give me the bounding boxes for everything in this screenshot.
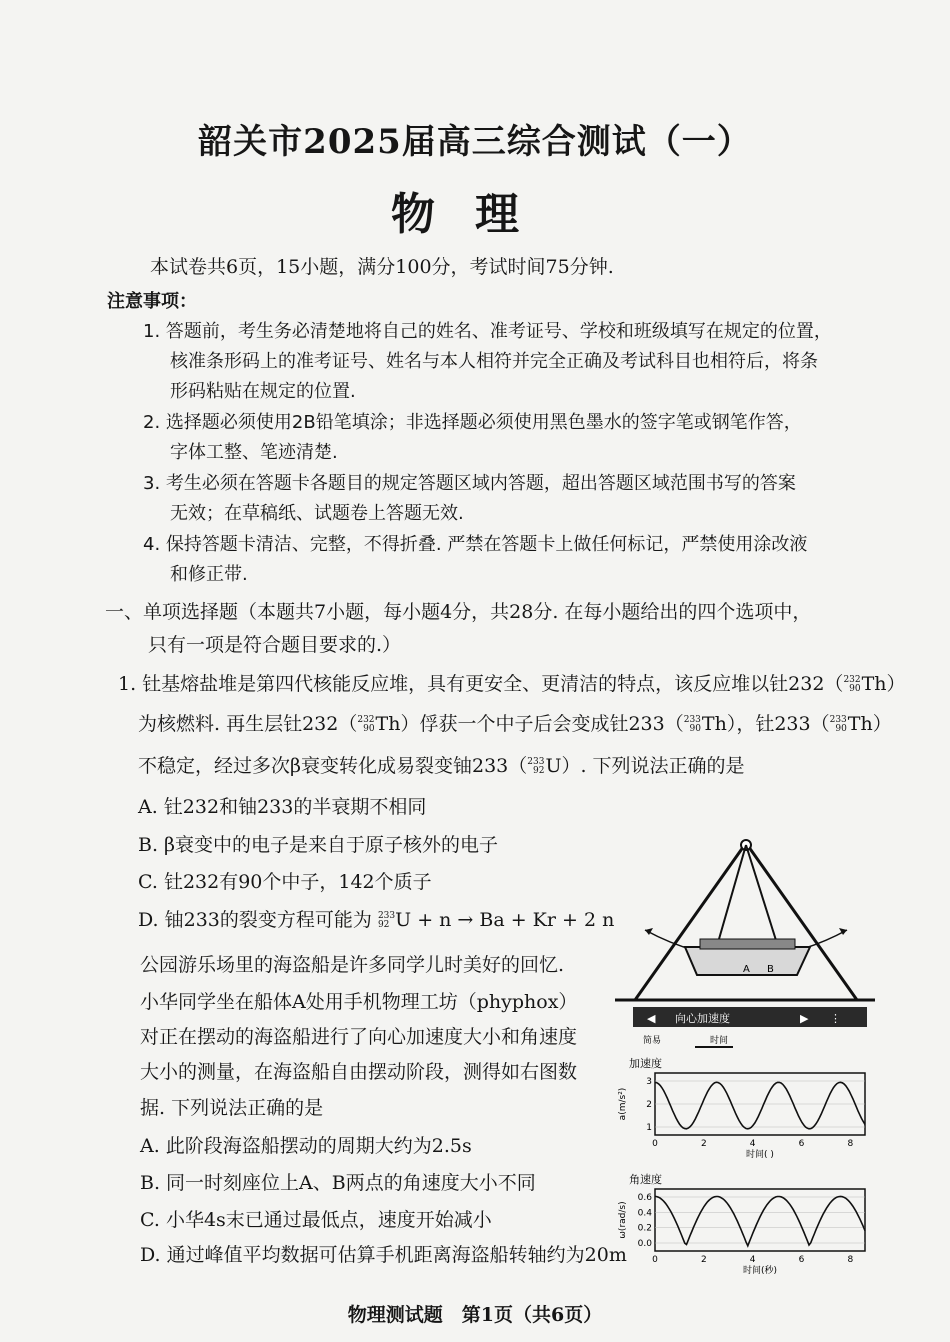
notice-line: 4. 保持答题卡清洁、完整，不得折叠. 严禁在答题卡上做任何标记，严禁使用涂改液 — [143, 534, 808, 555]
notice-line: 无效；在草稿纸、试题卷上答题无效. — [170, 503, 464, 524]
notice-line: 1. 答题前，考生务必清楚地将自己的姓名、准考证号、学校和班级填写在规定的位置， — [143, 321, 832, 342]
app-bar-title: 向心加速度 — [675, 1012, 730, 1025]
chart-frame — [655, 1189, 865, 1251]
x-axis-label: 时间( ) — [746, 1150, 774, 1160]
exam-title: 韶关市2025届高三综合测试（一） — [198, 122, 752, 162]
y-tick-label: 1 — [646, 1123, 652, 1133]
y-tick-label: 0.0 — [637, 1239, 652, 1249]
x-tick-label: 6 — [798, 1255, 805, 1265]
omega-chart-title: 角速度 — [629, 1173, 662, 1186]
q2-option-b: B. 同一时刻座位上A、B两点的角速度大小不同 — [140, 1172, 536, 1194]
x-tick-label: 0 — [652, 1255, 658, 1265]
frame-left-leg — [635, 843, 746, 1000]
x-tick-label: 4 — [749, 1255, 756, 1265]
section1-heading: 一、单项选择题（本题共7小题，每小题4分，共28分. 在每小题给出的四个选项中， — [105, 601, 812, 623]
y-axis-label: a(m/s²) — [618, 1087, 628, 1121]
seat-label-b: B — [767, 964, 774, 975]
ship-arm-right — [746, 845, 780, 953]
notice-line: 2. 选择题必须使用2B铅笔填涂；非选择题必须使用黑色墨水的签字笔或钢笔作答， — [143, 412, 802, 433]
y-tick-label: 3 — [646, 1077, 652, 1087]
subject-title: 物理 — [391, 189, 559, 240]
y-tick-label: 0.6 — [637, 1193, 652, 1203]
notice-line: 字体工整、笔迹清楚. — [170, 442, 338, 463]
y-axis-label: ω(rad/s) — [618, 1201, 628, 1239]
notice-line: 形码粘贴在规定的位置. — [170, 381, 356, 402]
x-tick-label: 8 — [847, 1139, 854, 1149]
notice-line: 和修正带. — [170, 564, 248, 585]
q2-stem-line: 大小的测量，在海盗船自由摆动阶段，测得如右图数 — [140, 1061, 578, 1083]
q1-stem-line3: 不稳定，经过多次β衰变转化成易裂变铀233（ 233 92 U）. 下列说法正确的是 — [138, 755, 745, 777]
data-curve — [655, 1082, 865, 1129]
app-back-icon: ◀ — [647, 1012, 656, 1025]
q1-option-b: B. β衰变中的电子是来自于原子核外的电子 — [138, 834, 499, 856]
seat-label-a: A — [743, 964, 750, 975]
x-tick-label: 6 — [798, 1139, 805, 1149]
menu-icon: ⋮ — [830, 1012, 841, 1025]
q2-stem-line: 小华同学坐在船体A处用手机物理工坊（phyphox） — [140, 991, 578, 1013]
q1-option-c: C. 钍232有90个中子，142个质子 — [138, 871, 432, 893]
x-axis-label: 时间(秒) — [742, 1266, 778, 1276]
x-tick-label: 2 — [700, 1255, 707, 1265]
section1-heading-cont: 只有一项是符合题目要求的.） — [148, 634, 402, 656]
ship-arm-left — [715, 845, 746, 953]
q2-option-d: D. 通过峰值平均数据可估算手机距离海盗船转轴约为20m — [140, 1244, 627, 1266]
data-curve — [655, 1196, 865, 1245]
q1-stem-line1: 1. 钍基熔盐堆是第四代核能反应堆，具有更安全、更清洁的特点，该反应堆以钍232（ 232 90 Th） — [118, 673, 906, 695]
q1-stem-line2: 为核燃料. 再生层钍232（ 232 90 Th）俘获一个中子后会变成钍233（ 233 90 Th），钍233（ 233 90 Th） — [138, 713, 892, 735]
q2-stem-line: 公园游乐场里的海盗船是许多同学儿时美好的回忆. — [140, 954, 565, 976]
x-tick-label: 2 — [700, 1139, 707, 1149]
q2-option-c: C. 小华4s末已通过最低点，速度开始减小 — [140, 1209, 492, 1231]
ship-seats — [700, 939, 795, 949]
q2-option-a: A. 此阶段海盗船摆动的周期大约为2.5s — [140, 1135, 472, 1157]
x-tick-label: 0 — [652, 1139, 658, 1149]
x-tick-label: 8 — [847, 1255, 854, 1265]
y-tick-label: 0.4 — [637, 1208, 652, 1219]
notice-heading: 注意事项： — [107, 291, 197, 312]
pirate-ship-figure — [615, 835, 875, 1285]
y-tick-label: 0.2 — [637, 1223, 652, 1234]
exam-intro: 本试卷共6页，15小题，满分100分，考试时间75分钟. — [150, 256, 614, 278]
play-icon: ▶ — [800, 1012, 809, 1025]
frame-right-leg — [746, 843, 857, 1000]
q2-stem-line: 对正在摆动的海盗船进行了向心加速度大小和角速度 — [140, 1026, 578, 1048]
q1-option-d: D. 铀233的裂变方程可能为 233 92 U + n → Ba + Kr + 2 n — [138, 909, 615, 931]
q1-option-a: A. 钍232和铀233的半衰期不相同 — [138, 796, 427, 818]
app-tab-time: 时间 — [710, 1036, 729, 1046]
accel-chart — [618, 1073, 865, 1160]
accel-chart-title: 加速度 — [629, 1057, 662, 1070]
omega-chart — [618, 1189, 865, 1276]
notice-line: 核准条形码上的准考证号、姓名与本人相符并完全正确及考试科目也相符后，将条 — [170, 351, 818, 372]
app-tab-simple: 简易 — [643, 1036, 662, 1046]
x-tick-label: 4 — [749, 1139, 756, 1149]
notice-line: 3. 考生必须在答题卡各题目的规定答题区域内答题，超出答题区域范围书写的答案 — [143, 473, 796, 494]
page-footer: 物理测试题 第1页（共6页） — [347, 1304, 603, 1326]
q2-stem-line: 据. 下列说法正确的是 — [140, 1097, 324, 1119]
y-tick-label: 2 — [646, 1100, 652, 1110]
